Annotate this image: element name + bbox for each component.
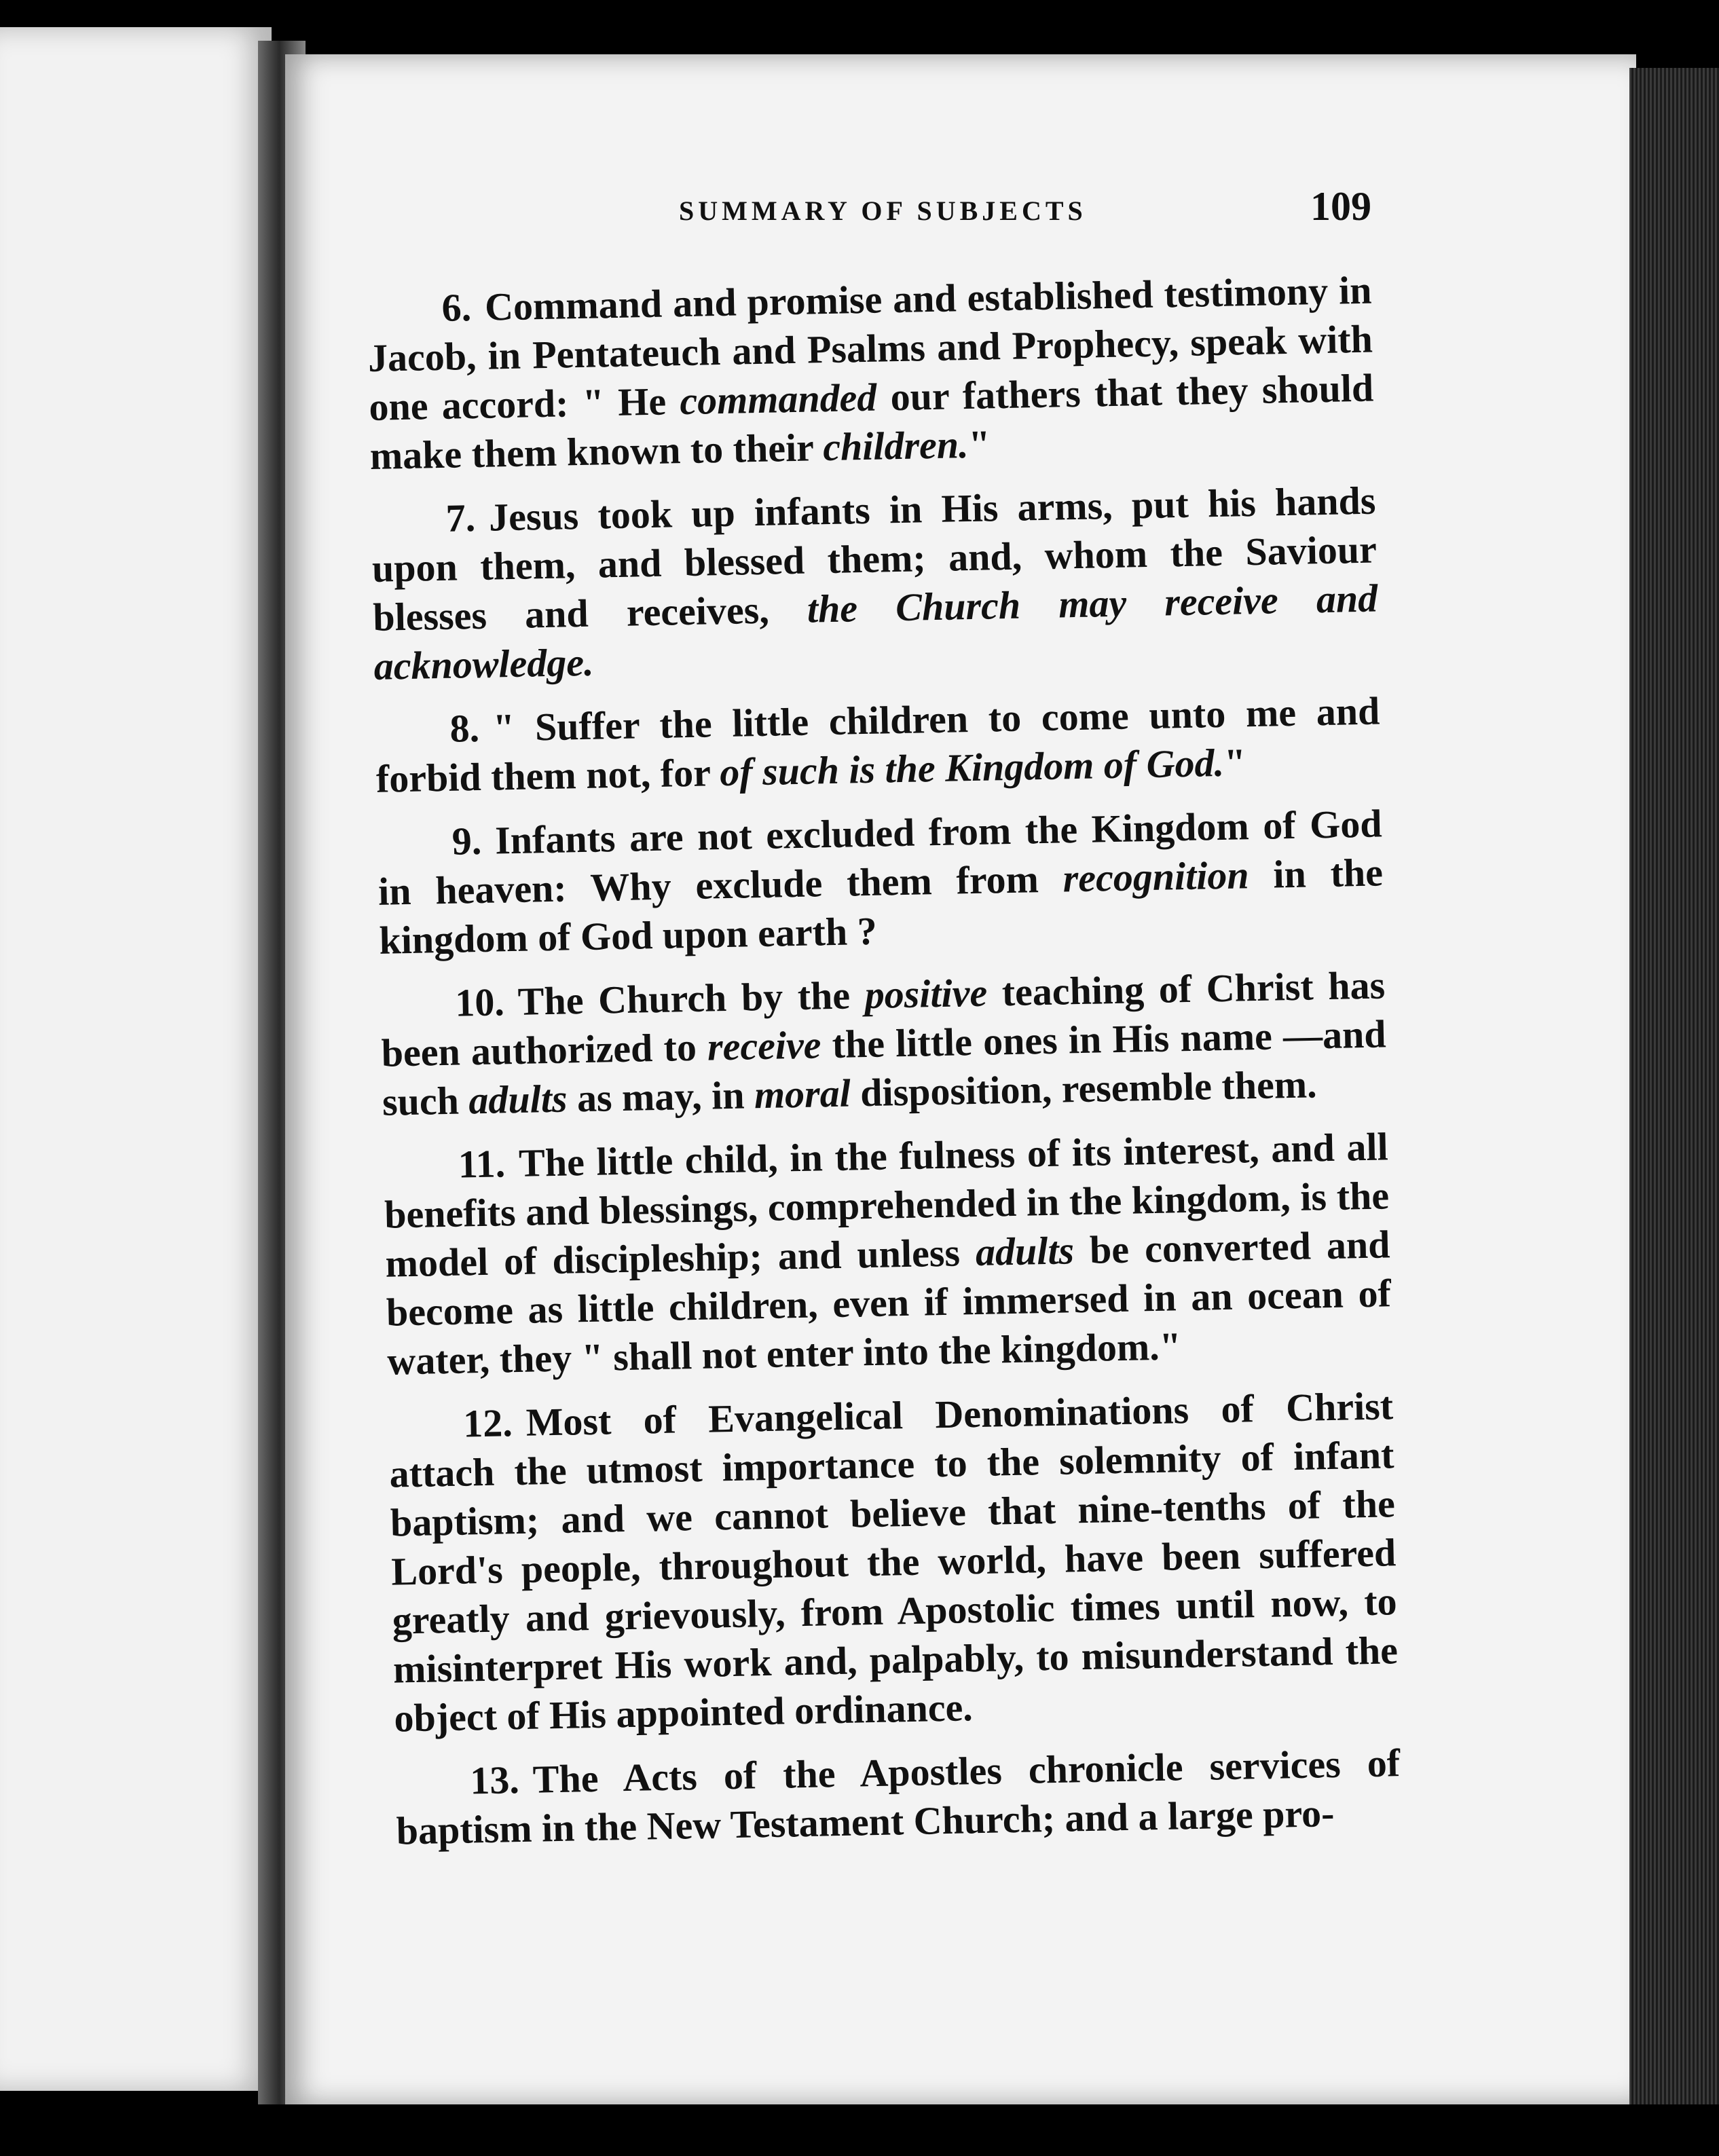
paragraph-text: The Acts of the Apostles chronicle services of baptism in the New Testament Church; and a large pro- xyxy=(396,1741,1401,1853)
paragraph-6 xyxy=(367,266,1375,481)
paragraph-text: " Suffer the little children to come unto me and forbid them not, for xyxy=(375,688,1380,801)
paragraph-text: be converted and become as little children, even if immersed in an ocean of water, they " shall not enter into the kingdom." xyxy=(386,1222,1392,1383)
italic-text: recognition xyxy=(1062,853,1250,901)
running-title: SUMMARY OF SUBJECTS xyxy=(679,196,1087,226)
italic-text: of such is the Kingdom of God. xyxy=(719,740,1225,795)
paragraph-number: 11. xyxy=(458,1141,506,1187)
paragraph-number: 9. xyxy=(451,818,482,863)
paragraph-9 xyxy=(377,799,1384,965)
paragraph-text: " xyxy=(967,422,991,467)
body-text xyxy=(367,266,1402,1871)
italic-text: adults xyxy=(468,1076,568,1123)
italic-text: moral xyxy=(754,1071,851,1117)
paragraph-text: our fathers that they should make them known to their xyxy=(369,365,1374,478)
page-edges xyxy=(1629,68,1719,2104)
paragraph-text: Jesus took up infants in His arms, put his hands upon them, and blessed them; and, whom the Saviour blesses and receives, xyxy=(371,478,1378,639)
paragraph-7 xyxy=(371,477,1379,691)
paragraph-13 xyxy=(395,1739,1401,1855)
paragraph-number: 12. xyxy=(462,1400,513,1446)
paragraph-text: teaching of Christ has been authorized to xyxy=(381,963,1386,1075)
left-page xyxy=(0,27,272,2091)
italic-text: adults xyxy=(975,1228,1075,1275)
paragraph-text: The Church by the xyxy=(517,973,866,1024)
page-number: 109 xyxy=(1310,184,1371,229)
paragraph-text: the little ones in His name —and such xyxy=(382,1011,1387,1124)
italic-text: commanded xyxy=(679,375,877,424)
paragraph-11 xyxy=(383,1122,1392,1386)
running-head xyxy=(394,183,1371,230)
paragraph-text: as may, in xyxy=(566,1073,755,1121)
paragraph-text: " xyxy=(1223,740,1246,785)
paragraph-number: 6. xyxy=(441,285,472,330)
paragraph-number: 7. xyxy=(445,495,476,540)
italic-text: the Church may receive and acknowledge. xyxy=(373,576,1378,688)
paragraph-text: in the kingdom of God upon earth ? xyxy=(378,850,1384,963)
paragraph-8 xyxy=(375,686,1381,803)
paragraph-text: The little child, in the fulness of its interest, and all benefits and blessings, comprehended in the kingdom, is the model of discipleship; and unless xyxy=(384,1124,1390,1286)
paragraph-text: disposition, resemble them. xyxy=(850,1062,1318,1115)
paragraph-number: 8. xyxy=(449,705,480,751)
paragraph-text: Command and promise and established testimony in Jacob, in Pentateuch and Psalms and Prophecy, speak with one accord: " He xyxy=(367,267,1373,429)
paragraph-text: Most of Evangelical Denominations of Christ attach the utmost importance to the solemnity of infant baptism; and we cannot believe that nine-tenths of the Lord's people, throughout the world, have been suffered greatly and grievously, from Apostolic times until now, to misinterpret His work and, palpably, to misunderstand the object of His appointed ordinance. xyxy=(389,1383,1399,1741)
paragraph-12 xyxy=(388,1381,1399,1743)
paragraph-text: Infants are not excluded from the Kingdom of God in heaven: Why exclude them from xyxy=(377,801,1383,914)
paragraph-number: 13. xyxy=(469,1758,520,1803)
italic-text: receive xyxy=(707,1022,822,1069)
italic-text: positive xyxy=(864,970,988,1018)
paragraph-number: 10. xyxy=(454,980,505,1025)
paragraph-10 xyxy=(380,961,1388,1126)
italic-text: children. xyxy=(822,422,969,470)
